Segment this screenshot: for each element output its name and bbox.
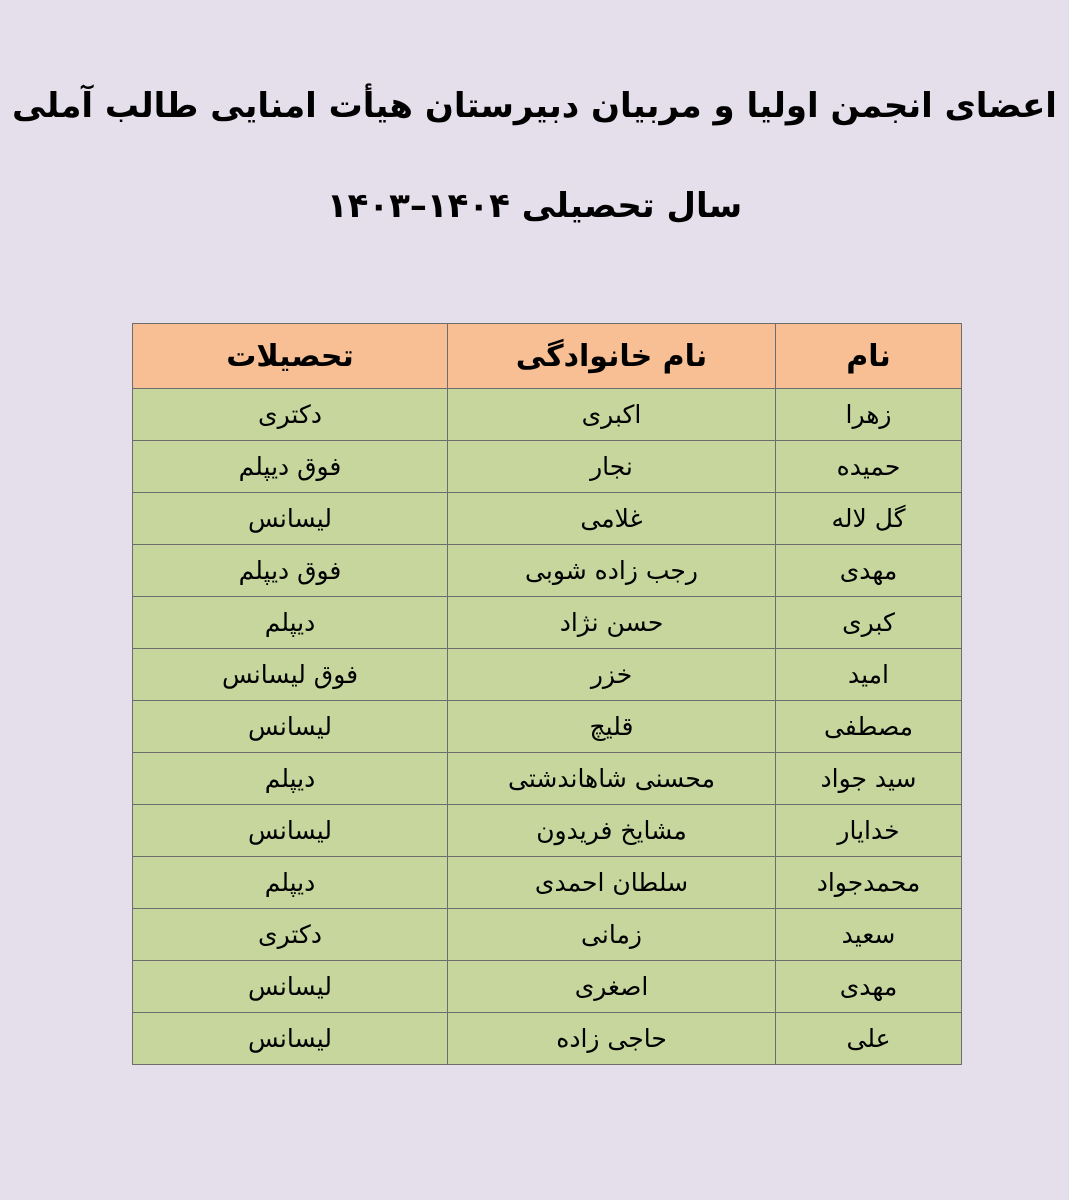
table-row <box>133 1013 962 1065</box>
cell-name: مصطفی <box>776 701 962 753</box>
cell-education: لیسانس <box>133 1013 448 1065</box>
cell-name: حمیده <box>776 441 962 493</box>
table-row <box>133 649 962 701</box>
table-row <box>133 753 962 805</box>
table-row <box>133 961 962 1013</box>
cell-name: کبری <box>776 597 962 649</box>
cell-name: مهدی <box>776 545 962 597</box>
cell-family: مشایخ فریدون <box>448 805 776 857</box>
header-family: نام خانوادگی <box>448 324 776 389</box>
table-row <box>133 857 962 909</box>
page-title: اعضای انجمن اولیا و مربیان دبیرستان هیأت امنایی طالب آملی <box>12 86 1057 126</box>
cell-name: محمدجواد <box>776 857 962 909</box>
table-header-row <box>133 324 962 389</box>
cell-family: زمانی <box>448 909 776 961</box>
cell-family: حاجی زاده <box>448 1013 776 1065</box>
cell-name: خدایار <box>776 805 962 857</box>
cell-education: لیسانس <box>133 493 448 545</box>
cell-name: علی <box>776 1013 962 1065</box>
header-education: تحصیلات <box>133 324 448 389</box>
cell-family: اکبری <box>448 389 776 441</box>
cell-family: سلطان احمدی <box>448 857 776 909</box>
table-row <box>133 909 962 961</box>
cell-family: رجب زاده شوبی <box>448 545 776 597</box>
members-table <box>132 323 962 1065</box>
cell-education: فوق لیسانس <box>133 649 448 701</box>
cell-name: گل لاله <box>776 493 962 545</box>
cell-name: امید <box>776 649 962 701</box>
table-body <box>133 389 962 1065</box>
cell-family: خزر <box>448 649 776 701</box>
cell-name: سعید <box>776 909 962 961</box>
header-name: نام <box>776 324 962 389</box>
cell-family: غلامی <box>448 493 776 545</box>
cell-education: دیپلم <box>133 597 448 649</box>
table-row <box>133 805 962 857</box>
cell-education: لیسانس <box>133 701 448 753</box>
cell-education: لیسانس <box>133 961 448 1013</box>
cell-family: نجار <box>448 441 776 493</box>
cell-education: دیپلم <box>133 857 448 909</box>
cell-name: سید جواد <box>776 753 962 805</box>
cell-education: دکتری <box>133 389 448 441</box>
table-row <box>133 441 962 493</box>
cell-education: دکتری <box>133 909 448 961</box>
table-row <box>133 389 962 441</box>
table-row <box>133 701 962 753</box>
cell-education: فوق دیپلم <box>133 441 448 493</box>
table-row <box>133 597 962 649</box>
cell-family: اصغری <box>448 961 776 1013</box>
cell-family: قلیچ <box>448 701 776 753</box>
cell-family: محسنی شاهاندشتی <box>448 753 776 805</box>
cell-name: مهدی <box>776 961 962 1013</box>
cell-education: فوق دیپلم <box>133 545 448 597</box>
cell-education: دیپلم <box>133 753 448 805</box>
academic-year-subtitle: سال تحصیلی ۱۴۰۴–۱۴۰۳ <box>326 186 743 226</box>
cell-education: لیسانس <box>133 805 448 857</box>
table-row <box>133 493 962 545</box>
cell-family: حسن نژاد <box>448 597 776 649</box>
table-row <box>133 545 962 597</box>
members-table-container <box>132 323 961 1065</box>
cell-name: زهرا <box>776 389 962 441</box>
